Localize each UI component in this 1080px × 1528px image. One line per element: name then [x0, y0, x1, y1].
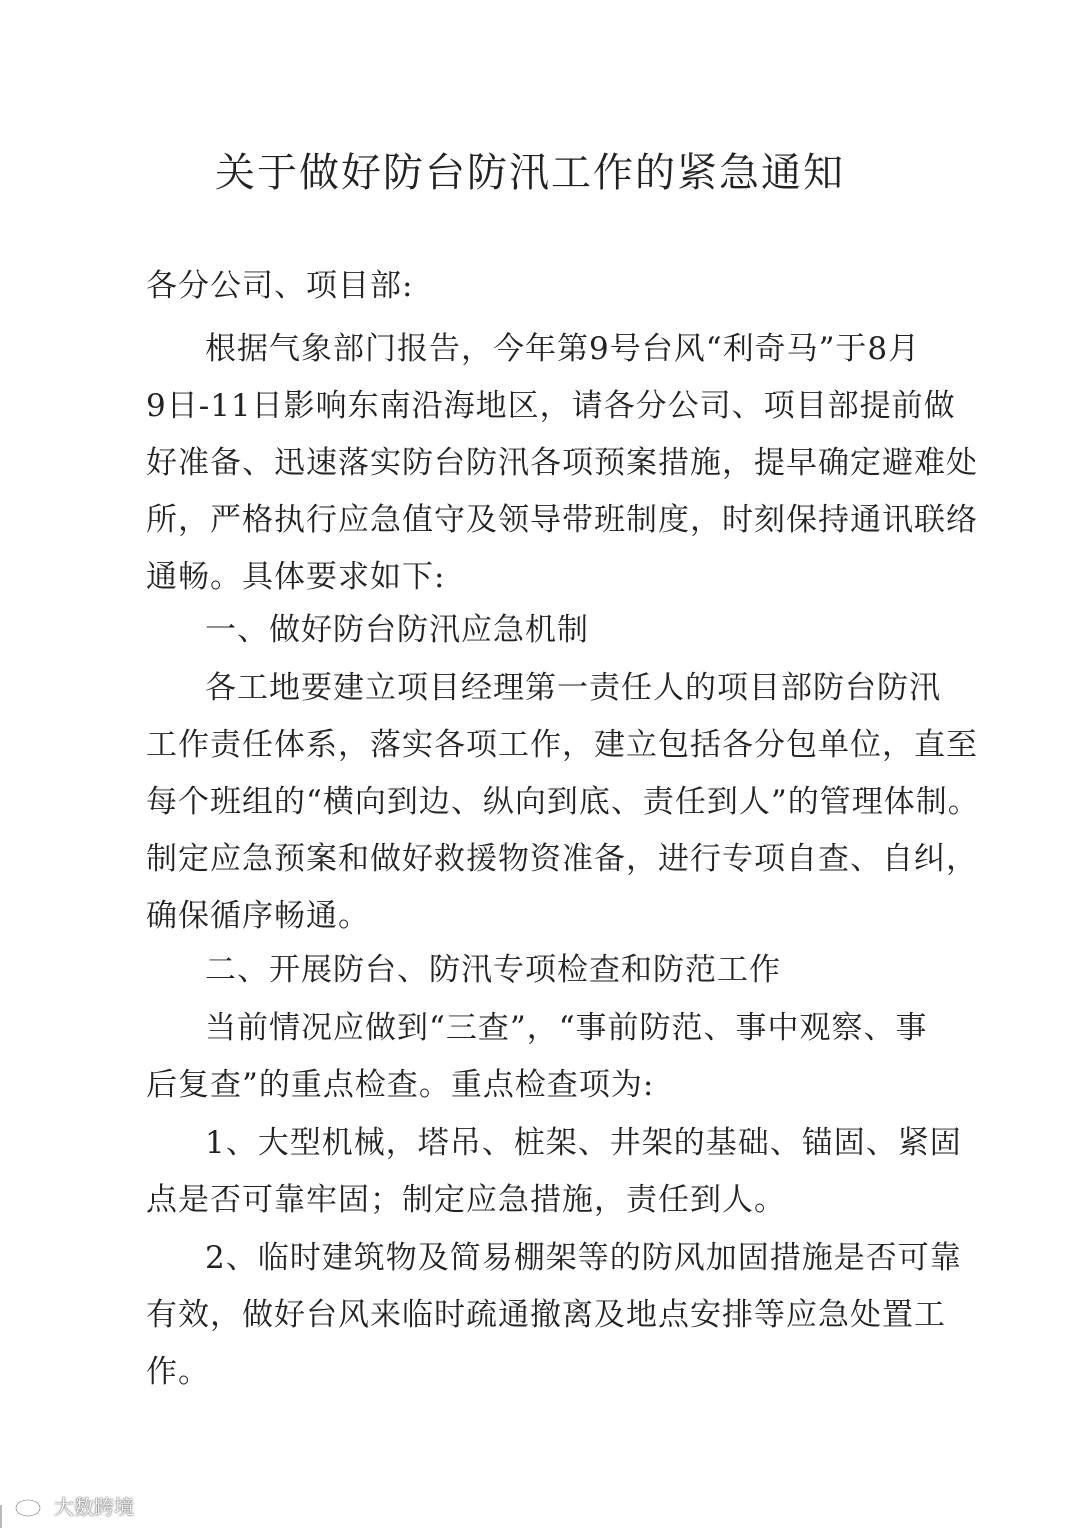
item-2-line-3: 作。: [146, 1354, 210, 1390]
item-2-line-2: 有效，做好台风来临时疏通撤离及地点安排等应急处置工: [146, 1297, 946, 1333]
salutation: 各分公司、项目部:: [146, 268, 414, 304]
item-2-line-1: 2、临时建筑物及简易棚架等的防风加固措施是否可靠: [205, 1240, 962, 1276]
section-1-line-4: 制定应急预案和做好救援物资准备，进行专项自查、自纠，: [146, 841, 978, 877]
item-1-line-2: 点是否可靠牢固；制定应急措施，责任到人。: [146, 1182, 786, 1218]
weibo-logo-icon: [14, 1493, 48, 1517]
section-2-line-1: 当前情况应做到“三查”，“事前防范、事中观察、事: [205, 1010, 928, 1046]
section-1-heading: 一、做好防台防汛应急机制: [205, 612, 589, 648]
section-2-line-2: 后复查”的重点检查。重点检查项为:: [146, 1067, 655, 1103]
watermark-text: 大数跨境: [54, 1494, 134, 1519]
section-1-line-3: 每个班组的“横向到边、纵向到底、责任到人”的管理体制。: [146, 784, 980, 820]
watermark: [14, 1492, 134, 1518]
paragraph-1-line-3: 好准备、迅速落实防台防汛各项预案措施，提早确定避难处: [146, 445, 978, 481]
paragraph-1-line-2: 9日-11日影响东南沿海地区，请各分公司、项目部提前做: [146, 388, 956, 424]
section-1-line-5: 确保循序畅通。: [146, 898, 370, 934]
paragraph-1-line-4: 所，严格执行应急值守及领导带班制度，时刻保持通讯联络: [146, 502, 978, 538]
document-title: 关于做好防台防汛工作的紧急通知: [215, 150, 845, 196]
section-2-heading: 二、开展防台、防汛专项检查和防范工作: [205, 952, 781, 988]
section-1-line-2: 工作责任体系，落实各项工作，建立包括各分包单位，直至: [146, 727, 978, 763]
paragraph-1-line-5: 通畅。具体要求如下:: [146, 559, 446, 595]
paragraph-1-line-1: 根据气象部门报告，今年第9号台风“利奇马”于8月: [205, 331, 921, 367]
section-1-line-1: 各工地要建立项目经理第一责任人的项目部防台防汛: [205, 670, 941, 706]
scan-edge-mark: [0, 1505, 2, 1528]
item-1-line-1: 1、大型机械，塔吊、桩架、井架的基础、锚固、紧固: [205, 1125, 962, 1161]
